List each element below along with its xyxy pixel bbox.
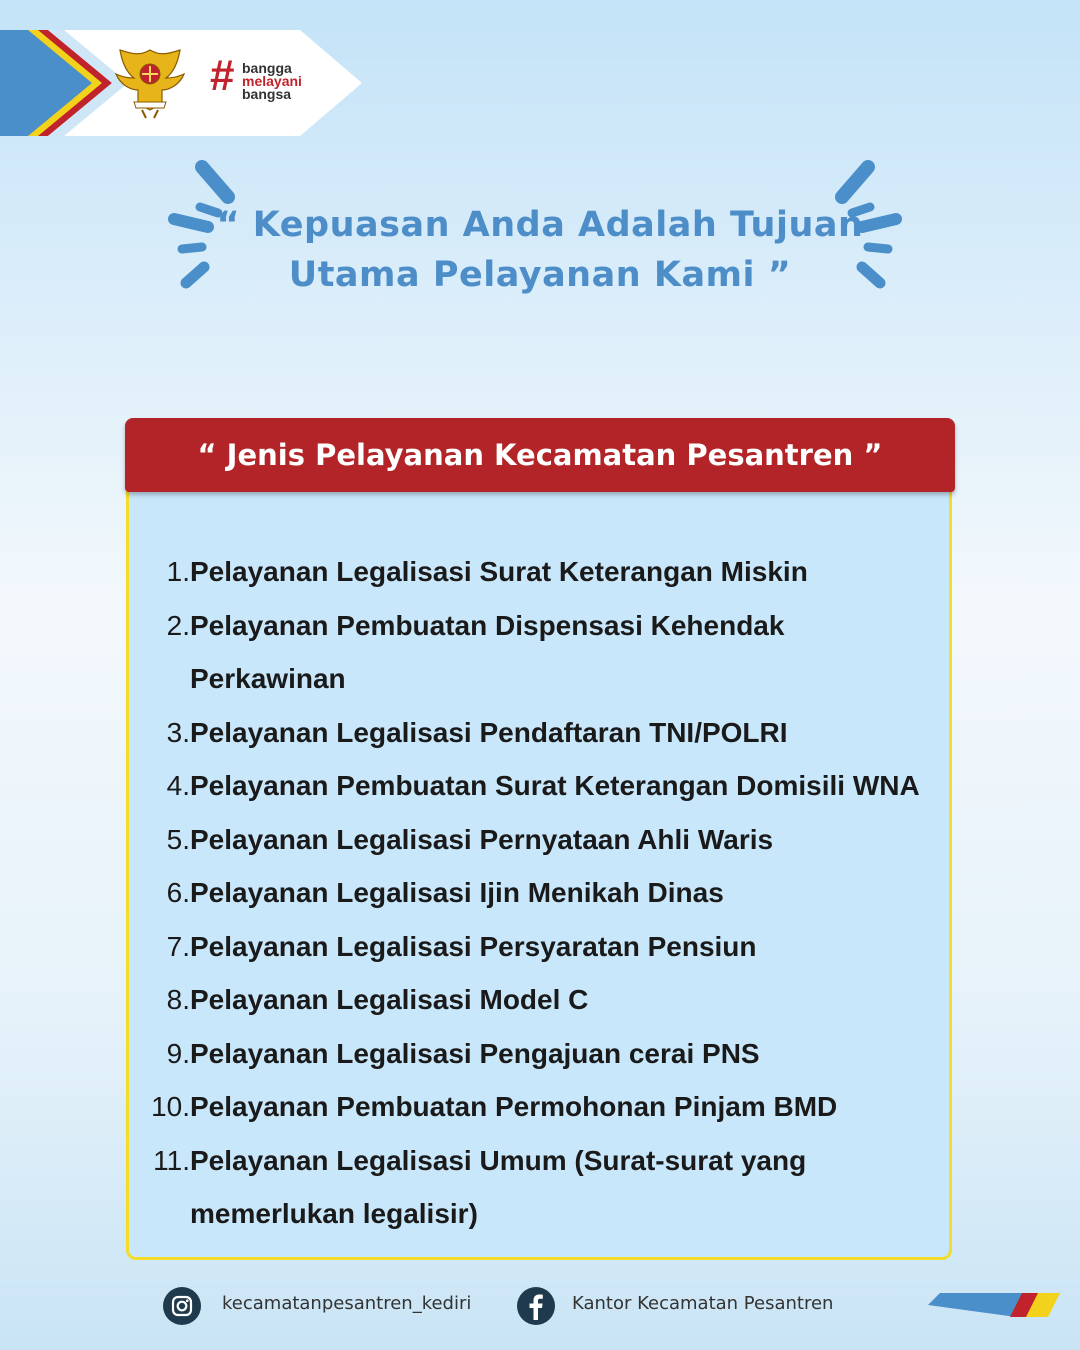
list-item: 3. Pelayanan Legalisasi Pendaftaran TNI/POLRI xyxy=(166,716,788,748)
tagline-line-3: bangsa xyxy=(242,86,292,102)
garuda-emblem-icon xyxy=(112,44,188,120)
list-item: 2. Pelayanan Pembuatan Dispensasi Kehendak Perkawinan xyxy=(166,609,785,694)
instagram-icon[interactable] xyxy=(162,1286,202,1326)
services-card-title: “ Jenis Pelayanan Kecamatan Pesantren ” xyxy=(125,418,955,492)
list-item: 9. Pelayanan Legalisasi Pengajuan cerai PNS xyxy=(166,1037,760,1069)
instagram-handle[interactable]: kecamatanpesantren_kediri xyxy=(222,1293,472,1314)
list-item: 6. Pelayanan Legalisasi Ijin Menikah Dinas xyxy=(166,877,724,908)
list-item: 5. Pelayanan Legalisasi Pernyataan Ahli Waris xyxy=(166,823,774,855)
tagline-line-2: melayani xyxy=(242,73,302,89)
facebook-icon[interactable] xyxy=(516,1286,556,1326)
tagline-line-1: bangga xyxy=(242,60,292,76)
footer-stripe-decoration xyxy=(928,1293,1060,1317)
list-item: 11. Pelayanan Legalisasi Umum (Surat-surat yang memerlukan legalisir) xyxy=(153,1144,807,1229)
tagline-hash: # xyxy=(210,51,235,100)
services-list xyxy=(140,545,950,1241)
headline-line-1: “ Kepuasan Anda Adalah Tujuan xyxy=(216,205,864,245)
list-item: 7. Pelayanan Legalisasi Persyaratan Pensiun xyxy=(166,930,757,962)
headline-line-2: Utama Pelayanan Kami ” xyxy=(288,255,792,295)
headline xyxy=(200,200,880,300)
list-item: 1. Pelayanan Legalisasi Surat Keterangan Miskin xyxy=(166,556,808,587)
list-item: 10. Pelayanan Pembuatan Permohonan Pinjam BMD xyxy=(151,1091,838,1122)
bangga-melayani-bangsa-logo xyxy=(210,51,330,108)
facebook-page-name[interactable]: Kantor Kecamatan Pesantren xyxy=(572,1293,834,1314)
list-item: 4. Pelayanan Pembuatan Surat Keterangan Domisili WNA xyxy=(166,770,920,801)
list-item: 8. Pelayanan Legalisasi Model C xyxy=(166,984,589,1015)
